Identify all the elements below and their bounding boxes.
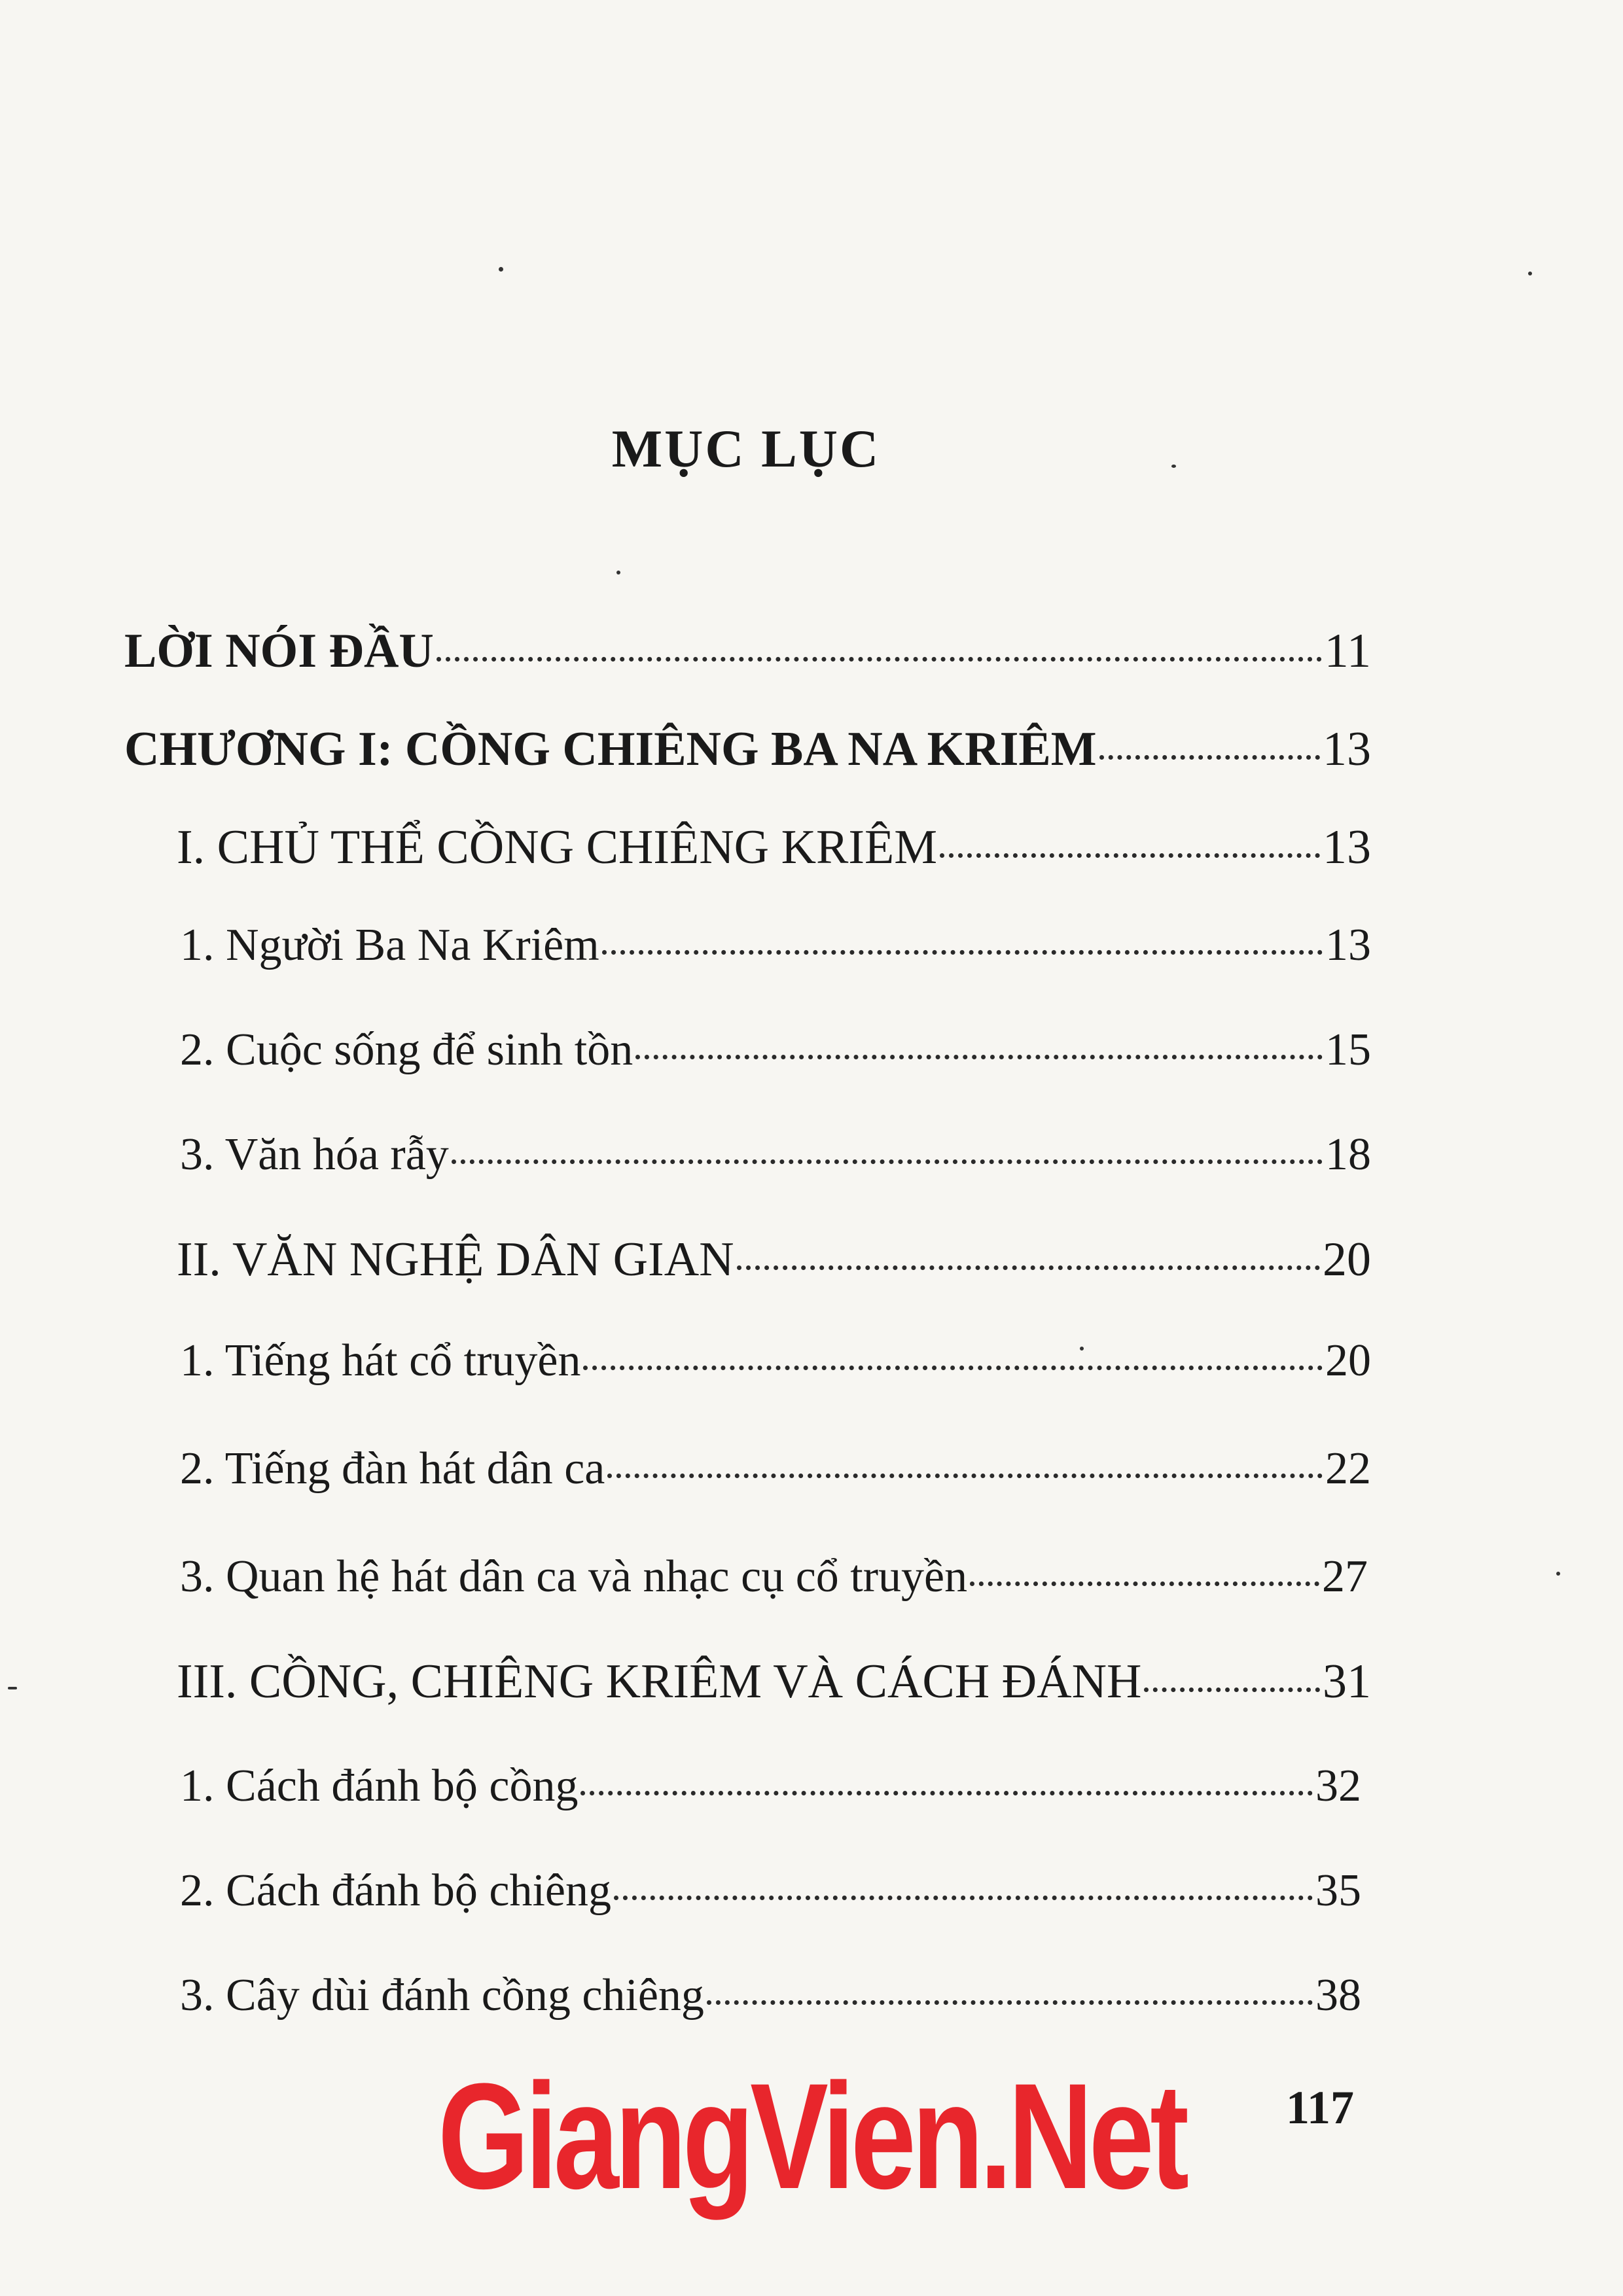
dot-leader [1099,755,1320,760]
toc-entry-item[interactable] [180,913,1371,978]
toc-entry-page: 20 [1325,1335,1371,1386]
toc-entry-title: 1. Cách đánh bộ cồng [180,1761,579,1811]
dot-leader [607,1474,1323,1478]
toc-entry-page: 38 [1315,1970,1361,2021]
dot-leader [452,1159,1323,1164]
toc-entry-title: 3. Văn hóa rẫy [180,1129,449,1180]
toc-entry-page: 18 [1325,1129,1371,1180]
dot-leader [580,1791,1313,1795]
toc-entry-title: 1. Tiếng hát cổ truyền [180,1335,581,1386]
toc-entry-section-1[interactable] [177,815,1371,880]
dot-leader [602,950,1323,955]
toc-entry-page: 27 [1322,1551,1368,1602]
page-title: MỤC LỤC [611,419,881,478]
toc-entry-page: 35 [1315,1865,1361,1916]
dot-leader [583,1366,1323,1370]
toc-entry-title: I. CHỦ THỂ CỒNG CHIÊNG KRIÊM [177,821,938,874]
toc-entry-item[interactable] [180,1858,1361,1924]
toc-entry-section-3[interactable] [177,1649,1371,1714]
scan-speck [616,571,620,574]
dot-leader [614,1896,1313,1900]
toc-entry-section-2[interactable] [177,1227,1371,1292]
toc-entry-page: 15 [1325,1025,1371,1075]
scan-speck [8,1687,17,1689]
toc-entry-page: 13 [1323,722,1371,776]
toc-entry-title: CHƯƠNG I: CỒNG CHIÊNG BA NA KRIÊM [124,722,1097,776]
toc-entry-title: 2. Cách đánh bộ chiêng [180,1865,611,1916]
dot-leader [635,1055,1323,1059]
toc-entry-page: 13 [1325,920,1371,970]
toc-entry-item[interactable] [180,1122,1371,1188]
toc-entry-item[interactable] [180,1963,1361,2028]
toc-entry-page: 32 [1315,1761,1361,1811]
dot-leader [737,1265,1320,1270]
scan-speck [1171,465,1176,468]
watermark-text: GiangVien.Net [438,2052,1185,2220]
toc-entry-item[interactable] [180,1754,1361,1819]
toc-entry-preface[interactable] [124,618,1371,684]
dot-leader [1144,1687,1320,1692]
page-number: 117 [1286,2081,1355,2134]
toc-entry-chapter-1[interactable] [124,716,1371,782]
toc-entry-title: LỜI NÓI ĐẦU [124,624,434,678]
toc-entry-page: 22 [1325,1443,1371,1494]
dot-leader [940,853,1320,858]
toc-entry-title: 3. Quan hệ hát dân ca và nhạc cụ cổ truyền [180,1551,968,1602]
toc-entry-page: 20 [1323,1233,1371,1286]
toc-entry-page: 31 [1323,1655,1371,1708]
dot-leader [970,1581,1319,1586]
scan-speck [1556,1572,1560,1576]
watermark [438,2052,1185,2220]
toc-entry-item[interactable] [180,1328,1371,1394]
toc-entry-page: 13 [1323,821,1371,874]
scan-speck [1080,1347,1084,1351]
toc-entry-item[interactable] [180,1436,1371,1502]
toc-entry-title: 2. Tiếng đàn hát dân ca [180,1443,605,1494]
toc-entry-title: III. CỒNG, CHIÊNG KRIÊM VÀ CÁCH ĐÁNH [177,1655,1142,1708]
toc-entry-title: II. VĂN NGHỆ DÂN GIAN [177,1233,734,1286]
dot-leader [707,2000,1313,2005]
dot-leader [437,657,1322,662]
scan-speck [1528,272,1532,275]
toc-entry-title: 3. Cây dùi đánh cồng chiêng [180,1970,704,2021]
scan-speck [499,267,503,272]
toc-entry-item[interactable] [180,1544,1368,1610]
toc-entry-title: 1. Người Ba Na Kriêm [180,920,599,970]
toc-entry-item[interactable] [180,1017,1371,1083]
toc-entry-title: 2. Cuộc sống để sinh tồn [180,1025,633,1075]
toc-entry-page: 11 [1324,624,1371,678]
